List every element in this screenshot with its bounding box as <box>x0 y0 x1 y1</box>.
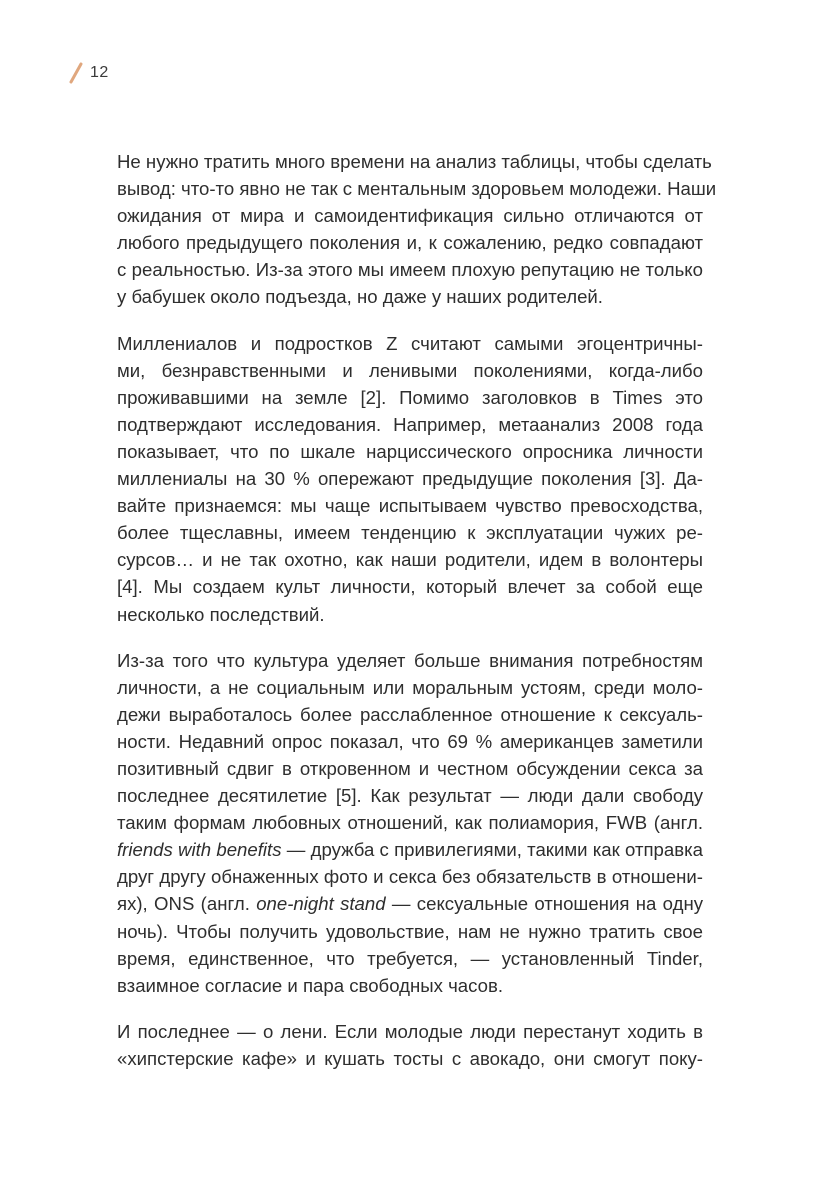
paragraph-4 <box>117 1018 703 1072</box>
text-line: ночь). Чтобы получить удовольствие, нам не нужно тратить свое <box>117 920 703 942</box>
text-line: ми, безнравственными и ленивыми поколениями, когда-либо <box>117 359 703 381</box>
italic-term: one-night stand <box>256 893 386 915</box>
text-line: ожидания от мира и самоидентификация сильно отличаются от <box>117 205 703 227</box>
text-line: показывает, что по шкале нарциссического опросника личности <box>117 440 703 462</box>
text-line: Из-за того что культура уделяет больше внимания потребностям <box>117 649 703 671</box>
text-line: дежи выработалось более расслабленное отношение к сексуаль- <box>117 703 703 725</box>
text-line: И последнее — о лени. Если молодые люди перестанут ходить в <box>117 1020 703 1042</box>
text-line: время, единственное, что требуется, — установленный Tinder, <box>117 947 703 969</box>
text-line: позитивный сдвиг в откровенном и честном обсуждении секса за <box>117 757 703 779</box>
text-fragment: ях), ONS (англ. <box>117 893 257 915</box>
text-fragment: — дружба с привилегиями, такими как отправка <box>281 839 703 861</box>
text-line: подтверждают исследования. Например, метаанализ 2008 года <box>117 413 703 435</box>
text-line: вайте признаемся: мы чаще испытываем чувство превосходства, <box>117 495 703 517</box>
text-line: несколько последствий. <box>117 603 325 625</box>
slash-accent-icon <box>68 62 84 84</box>
text-line <box>117 836 703 863</box>
text-line: Миллениалов и подростков Z считают самыми эгоцентричны- <box>117 332 703 354</box>
text-line: Не нужно тратить много времени на анализ таблицы, чтобы сделать <box>117 151 712 172</box>
text-line: более тщеславны, имеем тенденцию к эксплуатации чужих ре- <box>117 522 703 544</box>
text-line: личности, а не социальным или моральным устоям, среди моло- <box>117 676 703 698</box>
text-line: взаимное согласие и пара свободных часов. <box>117 974 503 996</box>
italic-term: friends with benefits <box>117 839 282 861</box>
paragraph-2 <box>117 330 703 628</box>
text-line: любого предыдущего поколения и, к сожалению, редко совпадают <box>117 232 703 254</box>
paragraph-3 <box>117 647 703 999</box>
text-line: у бабушек около подъезда, но даже у наших родителей. <box>117 286 603 308</box>
page-number: 12 <box>90 64 109 81</box>
body-text <box>117 148 717 1091</box>
text-fragment: — сексуальные отношения на одну <box>385 893 704 915</box>
page-header <box>68 60 109 86</box>
text-line: с реальностью. Из-за этого мы имеем плохую репутацию не только <box>117 259 703 281</box>
text-line: последнее десятилетие [5]. Как результат — люди дали свободу <box>117 785 703 807</box>
text-line: проживавшими на земле [2]. Помимо заголовков в Times это <box>117 386 703 408</box>
text-line: миллениалы на 30 % опережают предыдущие поколения [3]. Да- <box>117 468 703 490</box>
text-line: ности. Недавний опрос показал, что 69 % американцев заметили <box>117 730 703 752</box>
text-line: [4]. Мы создаем культ личности, который влечет за собой еще <box>117 576 703 598</box>
text-line: «хипстерские кафе» и кушать тосты с авокадо, они смогут поку- <box>117 1047 703 1069</box>
text-line: друг другу обнаженных фото и секса без обязательств в отношени- <box>117 866 703 888</box>
text-line: таким формам любовных отношений, как полиамория, FWB (англ. <box>117 812 703 834</box>
text-line: сурсов… и не так охотно, как наши родители, идем в волонтеры <box>117 549 703 571</box>
text-line: вывод: что-то явно не так с ментальным здоровьем молодежи. Наши <box>117 178 717 200</box>
text-line <box>117 890 703 917</box>
paragraph-1 <box>117 148 717 311</box>
